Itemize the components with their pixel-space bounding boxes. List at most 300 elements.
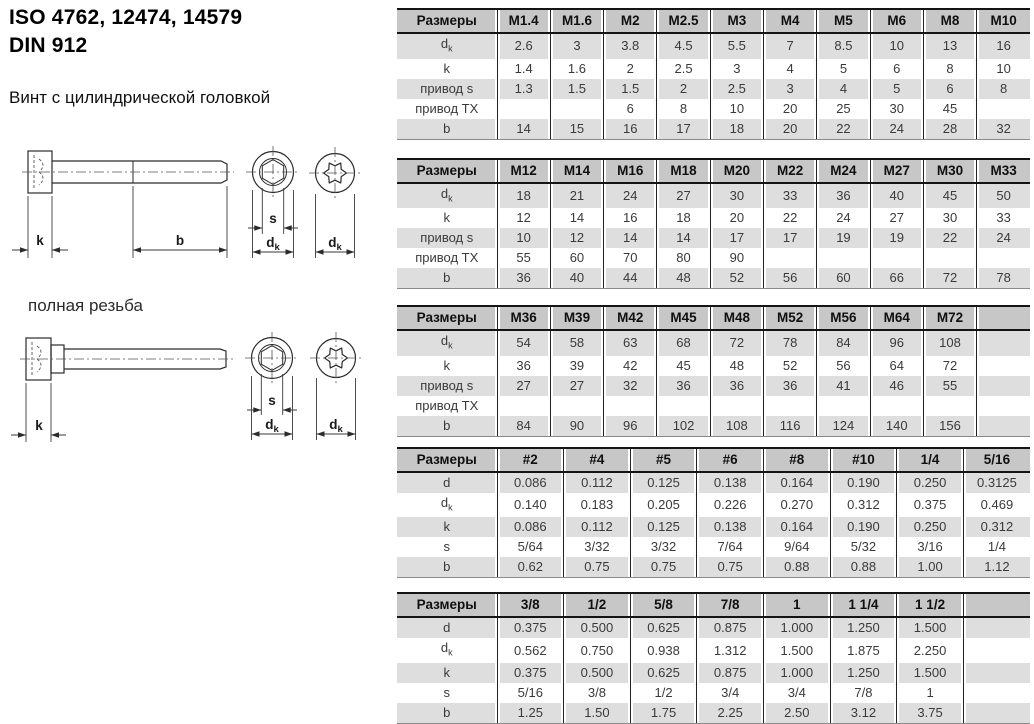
table-row bbox=[397, 183, 1030, 209]
value-cell: 54 bbox=[497, 330, 550, 356]
table-row bbox=[397, 663, 1030, 683]
end-view-torx-socket bbox=[309, 147, 361, 199]
value-cell: 1.250 bbox=[830, 617, 897, 638]
screw-drawing-partial-thread bbox=[10, 138, 390, 270]
value-cell bbox=[977, 99, 1030, 119]
value-cell: 17 bbox=[657, 119, 710, 140]
value-cell: 1.500 bbox=[764, 638, 831, 663]
value-cell: 22 bbox=[763, 208, 816, 228]
value-cell: 0.375 bbox=[497, 663, 564, 683]
dimension-table bbox=[397, 447, 1030, 579]
dimension-table bbox=[397, 8, 1030, 140]
value-cell: 70 bbox=[604, 248, 657, 268]
column-header: M3 bbox=[710, 9, 763, 33]
value-cell: 33 bbox=[977, 208, 1030, 228]
column-header: #6 bbox=[697, 448, 764, 472]
column-header: M18 bbox=[657, 159, 710, 183]
table-row bbox=[397, 472, 1030, 493]
value-cell: 30 bbox=[870, 99, 923, 119]
column-header: M45 bbox=[657, 306, 710, 330]
value-cell bbox=[550, 396, 603, 416]
value-cell bbox=[977, 376, 1030, 396]
column-header bbox=[963, 593, 1030, 617]
value-cell: 5 bbox=[870, 79, 923, 99]
column-header: 7/8 bbox=[697, 593, 764, 617]
sizes-header-label: Размеры bbox=[397, 9, 497, 33]
row-header: k bbox=[397, 517, 497, 537]
value-cell bbox=[977, 356, 1030, 376]
value-cell: 0.500 bbox=[564, 663, 631, 683]
value-cell: 6 bbox=[870, 59, 923, 79]
value-cell: 0.875 bbox=[697, 663, 764, 683]
column-header: 1 1/4 bbox=[830, 593, 897, 617]
value-cell: 0.88 bbox=[830, 557, 897, 578]
row-header: d bbox=[397, 472, 497, 493]
dim-label-k: k bbox=[35, 418, 43, 433]
value-cell: 3.75 bbox=[897, 703, 964, 724]
value-cell: 0.138 bbox=[697, 517, 764, 537]
column-header: 3/8 bbox=[497, 593, 564, 617]
table-row bbox=[397, 248, 1030, 268]
value-cell: 0.469 bbox=[963, 493, 1030, 518]
value-cell: 36 bbox=[657, 376, 710, 396]
value-cell: 0.375 bbox=[897, 493, 964, 518]
column-header: M10 bbox=[977, 9, 1030, 33]
page-title-iso: ISO 4762, 12474, 14579 bbox=[9, 6, 243, 29]
column-header: M6 bbox=[870, 9, 923, 33]
value-cell: 72 bbox=[923, 356, 976, 376]
dim-label-dk-torx: $d_k$ bbox=[329, 417, 343, 435]
value-cell: 8 bbox=[657, 99, 710, 119]
value-cell: 1.500 bbox=[897, 663, 964, 683]
value-cell bbox=[497, 99, 550, 119]
row-header: привод TX bbox=[397, 248, 497, 268]
value-cell: 0.190 bbox=[830, 472, 897, 493]
sizes-header-label: Размеры bbox=[397, 593, 497, 617]
value-cell: 20 bbox=[763, 99, 816, 119]
value-cell: 0.625 bbox=[630, 617, 697, 638]
value-cell: 10 bbox=[977, 59, 1030, 79]
column-header: #8 bbox=[764, 448, 831, 472]
value-cell: 2.5 bbox=[710, 79, 763, 99]
value-cell: 55 bbox=[923, 376, 976, 396]
header-row bbox=[397, 306, 1030, 330]
column-header: M24 bbox=[817, 159, 870, 183]
column-header: M2 bbox=[604, 9, 657, 33]
value-cell: 1.250 bbox=[830, 663, 897, 683]
value-cell: 18 bbox=[497, 183, 550, 209]
value-cell: 10 bbox=[497, 228, 550, 248]
value-cell: 0.112 bbox=[564, 517, 631, 537]
dim-label-k: k bbox=[36, 233, 44, 248]
column-header: M48 bbox=[710, 306, 763, 330]
sizes-header-label: Размеры bbox=[397, 448, 497, 472]
value-cell: 3/32 bbox=[564, 537, 631, 557]
value-cell: 1.875 bbox=[830, 638, 897, 663]
value-cell bbox=[963, 617, 1030, 638]
value-cell: 9/64 bbox=[764, 537, 831, 557]
value-cell bbox=[870, 248, 923, 268]
value-cell bbox=[763, 396, 816, 416]
table-row bbox=[397, 683, 1030, 703]
value-cell: 0.875 bbox=[697, 617, 764, 638]
title-block bbox=[9, 4, 242, 60]
value-cell: 48 bbox=[710, 356, 763, 376]
value-cell: 46 bbox=[870, 376, 923, 396]
row-header: привод TX bbox=[397, 99, 497, 119]
page-subtitle: Винт с цилиндрической головкой bbox=[9, 88, 271, 107]
value-cell bbox=[977, 416, 1030, 437]
value-cell: 27 bbox=[870, 208, 923, 228]
value-cell: 0.312 bbox=[963, 517, 1030, 537]
value-cell: 12 bbox=[550, 228, 603, 248]
value-cell: 64 bbox=[870, 356, 923, 376]
value-cell: 55 bbox=[497, 248, 550, 268]
value-cell bbox=[923, 248, 976, 268]
dim-label-dk-hex: $d_k$ bbox=[265, 417, 279, 435]
value-cell: 3/8 bbox=[564, 683, 631, 703]
value-cell: 18 bbox=[657, 208, 710, 228]
value-cell: 1.6 bbox=[550, 59, 603, 79]
column-header: M1.6 bbox=[550, 9, 603, 33]
row-header: k bbox=[397, 208, 497, 228]
value-cell: 0.938 bbox=[630, 638, 697, 663]
value-cell: 3/4 bbox=[764, 683, 831, 703]
row-header: b bbox=[397, 557, 497, 578]
column-header: #5 bbox=[630, 448, 697, 472]
value-cell: 1.3 bbox=[497, 79, 550, 99]
table-row bbox=[397, 703, 1030, 724]
value-cell bbox=[977, 248, 1030, 268]
column-header: M33 bbox=[977, 159, 1030, 183]
value-cell bbox=[977, 396, 1030, 416]
row-header: привод s bbox=[397, 79, 497, 99]
value-cell: 40 bbox=[550, 268, 603, 289]
value-cell: 8 bbox=[923, 59, 976, 79]
row-header: k bbox=[397, 663, 497, 683]
column-header: M22 bbox=[763, 159, 816, 183]
value-cell: 84 bbox=[817, 330, 870, 356]
value-cell: 0.3125 bbox=[963, 472, 1030, 493]
value-cell: 116 bbox=[763, 416, 816, 437]
table-row bbox=[397, 268, 1030, 289]
value-cell: 10 bbox=[710, 99, 763, 119]
value-cell: 90 bbox=[550, 416, 603, 437]
value-cell: 14 bbox=[497, 119, 550, 140]
column-header: 1 1/2 bbox=[897, 593, 964, 617]
column-header: 5/16 bbox=[963, 448, 1030, 472]
value-cell: 36 bbox=[497, 356, 550, 376]
value-cell: 0.312 bbox=[830, 493, 897, 518]
sizes-header-label: Размеры bbox=[397, 306, 497, 330]
table-row bbox=[397, 416, 1030, 437]
value-cell: 1.25 bbox=[497, 703, 564, 724]
value-cell: 96 bbox=[604, 416, 657, 437]
value-cell: 3.12 bbox=[830, 703, 897, 724]
k-dimension-arrows bbox=[20, 247, 60, 252]
header-row bbox=[397, 448, 1030, 472]
value-cell: 22 bbox=[817, 119, 870, 140]
value-cell bbox=[763, 248, 816, 268]
row-header: d bbox=[397, 617, 497, 638]
value-cell: 6 bbox=[604, 99, 657, 119]
column-header: M39 bbox=[550, 306, 603, 330]
row-header: k bbox=[397, 59, 497, 79]
value-cell: 1.000 bbox=[764, 663, 831, 683]
value-cell: 2.50 bbox=[764, 703, 831, 724]
value-cell: 78 bbox=[763, 330, 816, 356]
value-cell: 7/8 bbox=[830, 683, 897, 703]
value-cell: 2.6 bbox=[497, 33, 550, 59]
value-cell: 1.312 bbox=[697, 638, 764, 663]
column-header: M64 bbox=[870, 306, 923, 330]
value-cell: 32 bbox=[977, 119, 1030, 140]
left-column bbox=[0, 0, 393, 703]
row-header: s bbox=[397, 683, 497, 703]
value-cell bbox=[963, 683, 1030, 703]
column-header: 5/8 bbox=[630, 593, 697, 617]
value-cell: 3 bbox=[763, 79, 816, 99]
value-cell bbox=[817, 248, 870, 268]
value-cell: 3/16 bbox=[897, 537, 964, 557]
sizes-header-label: Размеры bbox=[397, 159, 497, 183]
value-cell: 2 bbox=[657, 79, 710, 99]
value-cell: 2.25 bbox=[697, 703, 764, 724]
value-cell: 28 bbox=[923, 119, 976, 140]
value-cell: 124 bbox=[817, 416, 870, 437]
value-cell bbox=[657, 396, 710, 416]
column-header: #4 bbox=[564, 448, 631, 472]
value-cell: 0.75 bbox=[630, 557, 697, 578]
value-cell: 5/16 bbox=[497, 683, 564, 703]
value-cell: 140 bbox=[870, 416, 923, 437]
value-cell: 7/64 bbox=[697, 537, 764, 557]
value-cell: 0.138 bbox=[697, 472, 764, 493]
header-row bbox=[397, 593, 1030, 617]
row-header: привод TX bbox=[397, 396, 497, 416]
column-header: M1.4 bbox=[497, 9, 550, 33]
value-cell: 1.00 bbox=[897, 557, 964, 578]
value-cell: 0.270 bbox=[764, 493, 831, 518]
value-cell bbox=[923, 396, 976, 416]
value-cell: 1.4 bbox=[497, 59, 550, 79]
value-cell: 0.750 bbox=[564, 638, 631, 663]
column-header: 1/4 bbox=[897, 448, 964, 472]
value-cell: 42 bbox=[604, 356, 657, 376]
value-cell: 40 bbox=[870, 183, 923, 209]
value-cell: 30 bbox=[710, 183, 763, 209]
table-row bbox=[397, 356, 1030, 376]
value-cell: 27 bbox=[550, 376, 603, 396]
column-header: M5 bbox=[817, 9, 870, 33]
value-cell: 18 bbox=[710, 119, 763, 140]
value-cell: 36 bbox=[710, 376, 763, 396]
value-cell: 17 bbox=[710, 228, 763, 248]
column-header: M14 bbox=[550, 159, 603, 183]
value-cell: 8.5 bbox=[817, 33, 870, 59]
value-cell bbox=[550, 99, 603, 119]
row-header: b bbox=[397, 119, 497, 140]
value-cell: 0.125 bbox=[630, 472, 697, 493]
value-cell bbox=[963, 663, 1030, 683]
value-cell: 0.086 bbox=[497, 517, 564, 537]
value-cell: 50 bbox=[977, 183, 1030, 209]
value-cell: 108 bbox=[710, 416, 763, 437]
value-cell: 0.250 bbox=[897, 517, 964, 537]
end-view-hex-socket bbox=[246, 146, 300, 198]
value-cell bbox=[870, 396, 923, 416]
value-cell: 22 bbox=[923, 228, 976, 248]
value-cell: 7 bbox=[763, 33, 816, 59]
value-cell: 1 bbox=[897, 683, 964, 703]
value-cell: 6 bbox=[923, 79, 976, 99]
value-cell bbox=[963, 638, 1030, 663]
value-cell: 0.62 bbox=[497, 557, 564, 578]
value-cell bbox=[963, 703, 1030, 724]
value-cell: 90 bbox=[710, 248, 763, 268]
value-cell: 52 bbox=[710, 268, 763, 289]
dim-label-dk-hex: $d_k$ bbox=[266, 235, 280, 253]
value-cell: 17 bbox=[763, 228, 816, 248]
value-cell: 41 bbox=[817, 376, 870, 396]
value-cell: 44 bbox=[604, 268, 657, 289]
value-cell: 27 bbox=[657, 183, 710, 209]
value-cell: 3 bbox=[550, 33, 603, 59]
row-header: s bbox=[397, 537, 497, 557]
value-cell: 4 bbox=[763, 59, 816, 79]
value-cell: 0.190 bbox=[830, 517, 897, 537]
value-cell: 3/32 bbox=[630, 537, 697, 557]
column-header: 1 bbox=[764, 593, 831, 617]
value-cell: 0.75 bbox=[564, 557, 631, 578]
value-cell: 156 bbox=[923, 416, 976, 437]
value-cell: 5/64 bbox=[497, 537, 564, 557]
column-header: M36 bbox=[497, 306, 550, 330]
column-header: M56 bbox=[817, 306, 870, 330]
end-view-hex-socket bbox=[245, 332, 299, 384]
row-header: $d_k$ bbox=[397, 493, 497, 518]
row-header: $d_k$ bbox=[397, 33, 497, 59]
s-dimension-arrows bbox=[253, 407, 290, 412]
value-cell: 14 bbox=[657, 228, 710, 248]
value-cell: 66 bbox=[870, 268, 923, 289]
value-cell: 3 bbox=[710, 59, 763, 79]
value-cell: 16 bbox=[604, 119, 657, 140]
value-cell: 14 bbox=[550, 208, 603, 228]
table-row bbox=[397, 537, 1030, 557]
column-header: M12 bbox=[497, 159, 550, 183]
row-header: $d_k$ bbox=[397, 330, 497, 356]
table-row bbox=[397, 517, 1030, 537]
column-header: M8 bbox=[923, 9, 976, 33]
tables-column bbox=[397, 8, 1030, 724]
value-cell: 1.500 bbox=[897, 617, 964, 638]
dim-label-s: s bbox=[268, 393, 276, 408]
value-cell: 5.5 bbox=[710, 33, 763, 59]
dimension-table bbox=[397, 592, 1030, 724]
row-header: $d_k$ bbox=[397, 638, 497, 663]
page-title-din: DIN 912 bbox=[9, 34, 88, 57]
value-cell: 0.500 bbox=[564, 617, 631, 638]
value-cell: 20 bbox=[710, 208, 763, 228]
value-cell bbox=[497, 396, 550, 416]
value-cell: 48 bbox=[657, 268, 710, 289]
dim-label-b: b bbox=[175, 233, 185, 248]
value-cell: 36 bbox=[497, 268, 550, 289]
column-header: M42 bbox=[604, 306, 657, 330]
value-cell: 0.086 bbox=[497, 472, 564, 493]
value-cell: 2.250 bbox=[897, 638, 964, 663]
value-cell: 39 bbox=[550, 356, 603, 376]
row-header: b bbox=[397, 268, 497, 289]
value-cell: 0.75 bbox=[697, 557, 764, 578]
value-cell: 5 bbox=[817, 59, 870, 79]
k-dimension-arrows bbox=[18, 432, 59, 437]
row-header: b bbox=[397, 703, 497, 724]
value-cell: 33 bbox=[763, 183, 816, 209]
table-row bbox=[397, 119, 1030, 140]
value-cell: 52 bbox=[763, 356, 816, 376]
value-cell: 25 bbox=[817, 99, 870, 119]
column-header: M16 bbox=[604, 159, 657, 183]
value-cell: 36 bbox=[763, 376, 816, 396]
value-cell: 96 bbox=[870, 330, 923, 356]
value-cell: 45 bbox=[923, 99, 976, 119]
value-cell: 1.75 bbox=[630, 703, 697, 724]
value-cell: 56 bbox=[763, 268, 816, 289]
value-cell: 19 bbox=[870, 228, 923, 248]
table-row bbox=[397, 396, 1030, 416]
table-row bbox=[397, 79, 1030, 99]
screw-drawing-full-thread bbox=[10, 318, 390, 458]
table-row bbox=[397, 99, 1030, 119]
column-header: M4 bbox=[763, 9, 816, 33]
value-cell: 14 bbox=[604, 228, 657, 248]
value-cell: 24 bbox=[604, 183, 657, 209]
value-cell: 24 bbox=[870, 119, 923, 140]
value-cell: 2.5 bbox=[657, 59, 710, 79]
value-cell: 0.226 bbox=[697, 493, 764, 518]
value-cell bbox=[710, 396, 763, 416]
header-row bbox=[397, 159, 1030, 183]
value-cell: 10 bbox=[870, 33, 923, 59]
table-row bbox=[397, 617, 1030, 638]
s-dimension-arrows bbox=[254, 225, 291, 230]
value-cell: 0.140 bbox=[497, 493, 564, 518]
column-header: M20 bbox=[710, 159, 763, 183]
value-cell: 0.205 bbox=[630, 493, 697, 518]
row-header: привод s bbox=[397, 228, 497, 248]
value-cell: 19 bbox=[817, 228, 870, 248]
table-row bbox=[397, 493, 1030, 518]
table-row bbox=[397, 638, 1030, 663]
value-cell: 8 bbox=[977, 79, 1030, 99]
value-cell: 1.000 bbox=[764, 617, 831, 638]
full-thread-label: полная резьба bbox=[28, 296, 143, 315]
dimension-table bbox=[397, 305, 1030, 437]
value-cell: 58 bbox=[550, 330, 603, 356]
value-cell: 24 bbox=[817, 208, 870, 228]
value-cell: 1/2 bbox=[630, 683, 697, 703]
value-cell: 45 bbox=[657, 356, 710, 376]
value-cell: 45 bbox=[923, 183, 976, 209]
column-header: #10 bbox=[830, 448, 897, 472]
value-cell: 1/4 bbox=[963, 537, 1030, 557]
value-cell: 102 bbox=[657, 416, 710, 437]
value-cell: 68 bbox=[657, 330, 710, 356]
row-header: b bbox=[397, 416, 497, 437]
value-cell: 5/32 bbox=[830, 537, 897, 557]
